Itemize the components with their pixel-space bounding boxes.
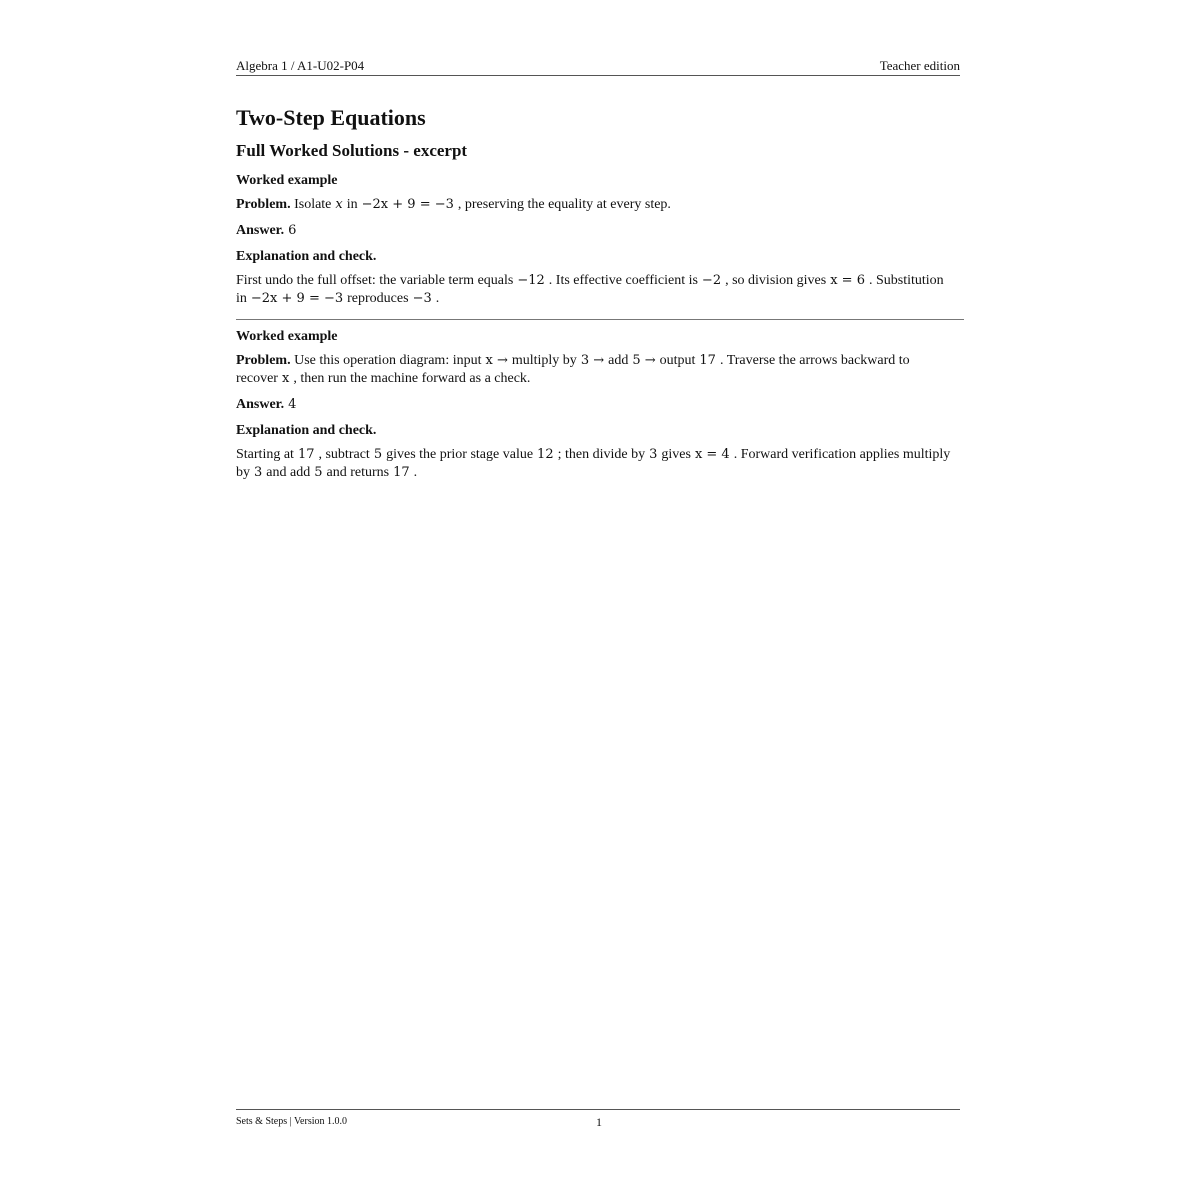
page-subtitle: Full Worked Solutions - excerpt [236,141,468,160]
explanation-text: Starting at 17 , subtract 5 gives the prior stage value 12 ; then divide by 3 gives x = 4 . Forward verification applies multiply by 3 and add 5 and returns 17 . [236,447,951,480]
problem-text: in [346,197,358,212]
math-expression: 5 [314,465,323,480]
example-heading: Worked example [236,173,338,188]
math-expression: 17 [699,353,716,368]
answer-value: 6 [288,223,297,238]
math-expression: 17 [393,465,410,480]
page-title: Two-Step Equations [236,105,426,130]
math-expression: 3 [254,465,263,480]
math-expression: 5 → [632,353,656,368]
answer-label: Answer. [236,223,285,238]
example-heading: Worked example [236,329,338,344]
worked-example-1 [236,172,964,308]
page-header [236,58,960,76]
page-footer [236,1109,960,1127]
math-expression: x → [485,353,508,368]
math-expression: 17 [297,447,315,462]
math-expression: 12 [537,447,554,462]
section-divider [236,319,964,320]
explanation-heading: Explanation and check. [236,249,377,264]
math-expression: 3 → [580,353,605,368]
answer-line [236,396,964,414]
problem-label: Problem. [236,353,291,368]
math-expression: −2x + 9 = −3 [361,197,454,212]
explanation-heading: Explanation and check. [236,423,377,438]
problem-text: Isolate [294,197,332,212]
math-expression: x = 4 [694,447,730,462]
worked-example-2 [236,328,964,482]
answer-value: 4 [288,397,297,412]
math-expression: x [335,197,343,212]
header-course-path: Algebra 1 / A1-U02-P04 [236,58,365,73]
header-edition: Teacher edition [879,58,960,73]
problem-statement: Problem. Use this operation diagram: input x → multiply by 3 → add 5 → output 17 . Traverse the arrows backward to recover x , then run the machine forward as a check. [236,353,910,386]
explanation-text: First undo the full offset: the variable term equals −12 . Its effective coefficient is −2 , so division gives x = 6 . Substitution in −2x + 9 = −3 reproduces −3 . [236,273,944,306]
problem-label: Problem. [236,197,291,212]
math-expression: −2x + 9 = −3 [250,291,344,306]
math-expression: 5 [373,447,383,462]
problem-text: , preserving the equality at every step. [457,197,671,212]
math-expression: 3 [649,447,658,462]
math-expression: −12 [517,273,545,288]
answer-label: Answer. [236,397,285,412]
answer-line [236,222,964,240]
math-expression: x = 6 [830,273,865,288]
problem-statement [236,196,964,214]
math-expression: −2 [701,273,722,288]
math-expression: −3 [412,291,432,306]
math-expression: x [281,371,290,386]
footer-product-version: Sets & Steps | Version 1.0.0 [236,1116,347,1127]
page-number: 1 [596,1115,602,1129]
document-body [236,104,964,490]
